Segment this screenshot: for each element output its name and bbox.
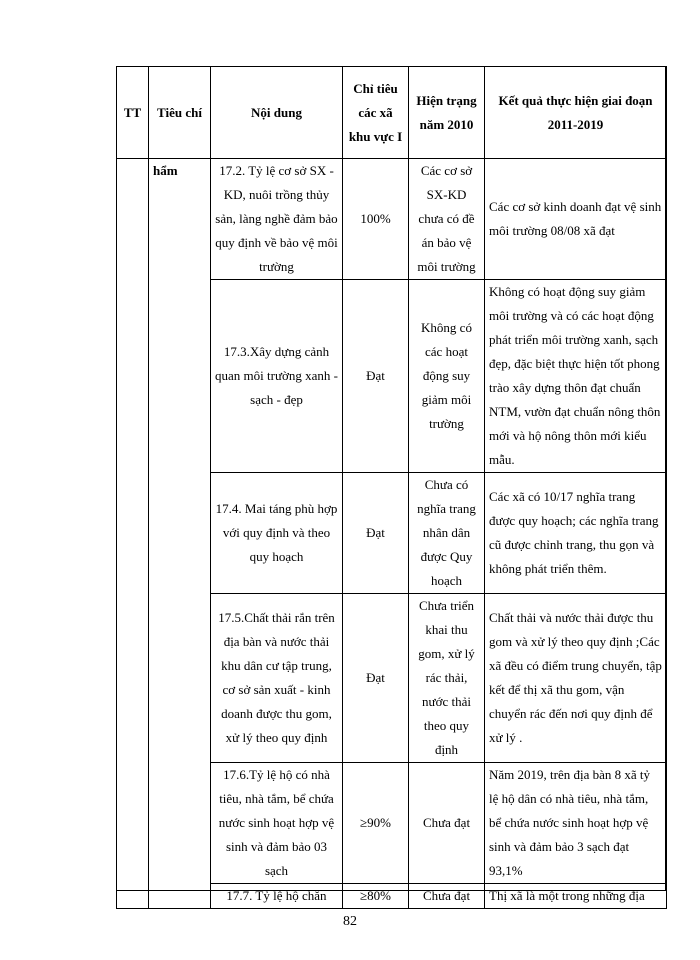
noi-dung-cell: 17.5.Chất thải rắn trên địa bàn và nước thải khu dân cư tập trung, cơ sở sản xuất - kinh doanh được thu gom, xử lý theo quy định [211, 594, 343, 763]
hien-trang-cell: Các cơ sở SX-KD chưa có đề án bảo vệ môi trường [409, 159, 485, 280]
header-ket-qua: Kết quả thực hiện giai đoạn 2011-2019 [485, 67, 667, 159]
header-chi-tieu: Chỉ tiêu các xã khu vực I [343, 67, 409, 159]
noi-dung-cell: 17.2. Tỷ lệ cơ sở SX - KD, nuôi trồng thủy sản, làng nghề đảm bảo quy định về bảo vệ môi trường [211, 159, 343, 280]
hien-trang-cell: Không có các hoạt động suy giảm môi trường [409, 280, 485, 473]
ket-qua-cell: Chất thải và nước thải được thu gom và xử lý theo quy định ;Các xã đều có điểm trung chuyển, tập kết để thị xã thu gom, vận chuyển rác đến nơi quy định để xử lý . [485, 594, 667, 763]
header-tt: TT [117, 67, 149, 159]
noi-dung-cell: 17.4. Mai táng phù hợp với quy định và theo quy hoạch [211, 473, 343, 594]
hien-trang-cell: Chưa đạt [409, 884, 485, 909]
ket-qua-cell: Các xã có 10/17 nghĩa trang được quy hoạch; các nghĩa trang cũ được chỉnh trang, thu gọn và không phát triển thêm. [485, 473, 667, 594]
hien-trang-cell: Chưa triển khai thu gom, xử lý rác thải, nước thải theo quy định [409, 594, 485, 763]
noi-dung-cell: 17.3.Xây dựng cảnh quan môi trường xanh - sạch - đẹp [211, 280, 343, 473]
chi-tieu-cell: 100% [343, 159, 409, 280]
hien-trang-cell: Chưa có nghĩa trang nhân dân được Quy hoạch [409, 473, 485, 594]
header-row [117, 67, 667, 159]
chi-tieu-cell: Đạt [343, 473, 409, 594]
ket-qua-cell: Thị xã là một trong những địa [485, 884, 667, 909]
noi-dung-cell: 17.6.Tỷ lệ hộ có nhà tiêu, nhà tắm, bể chứa nước sinh hoạt hợp vệ sinh và đảm bảo 03 sạch [211, 763, 343, 884]
table-row [117, 159, 667, 280]
tt-cell [117, 159, 149, 909]
chi-tieu-cell: ≥80% [343, 884, 409, 909]
chi-tieu-cell: Đạt [343, 280, 409, 473]
noi-dung-cell: 17.7. Tỷ lệ hộ chăn [211, 884, 343, 909]
hien-trang-cell: Chưa đạt [409, 763, 485, 884]
page-number: 82 [343, 914, 357, 929]
header-hien-trang: Hiện trạng năm 2010 [409, 67, 485, 159]
chi-tieu-cell: Đạt [343, 594, 409, 763]
ket-qua-cell: Không có hoạt động suy giảm môi trường và có các hoạt động phát triển môi trường xanh, sạch đẹp, đặc biệt thực hiện tốt phong trào xây dựng thôn đạt chuẩn NTM, vườn đạt chuẩn nông thôn mới và hộ nông thôn mới kiểu mẫu. [485, 280, 667, 473]
ket-qua-cell: Các cơ sở kinh doanh đạt vệ sinh môi trường 08/08 xã đạt [485, 159, 667, 280]
header-noi-dung: Nội dung [211, 67, 343, 159]
chi-tieu-cell: ≥90% [343, 763, 409, 884]
tieu-chi-cell [149, 159, 211, 909]
header-tieu-chi: Tiêu chí [149, 67, 211, 159]
tieu-chi-label: hẩm [153, 163, 178, 178]
ket-qua-cell: Năm 2019, trên địa bàn 8 xã tỷ lệ hộ dân có nhà tiêu, nhà tắm, bể chứa nước sinh hoạt hợp vệ sinh và đảm bảo 3 sạch đạt 93,1% [485, 763, 667, 884]
criteria-table [116, 66, 667, 909]
